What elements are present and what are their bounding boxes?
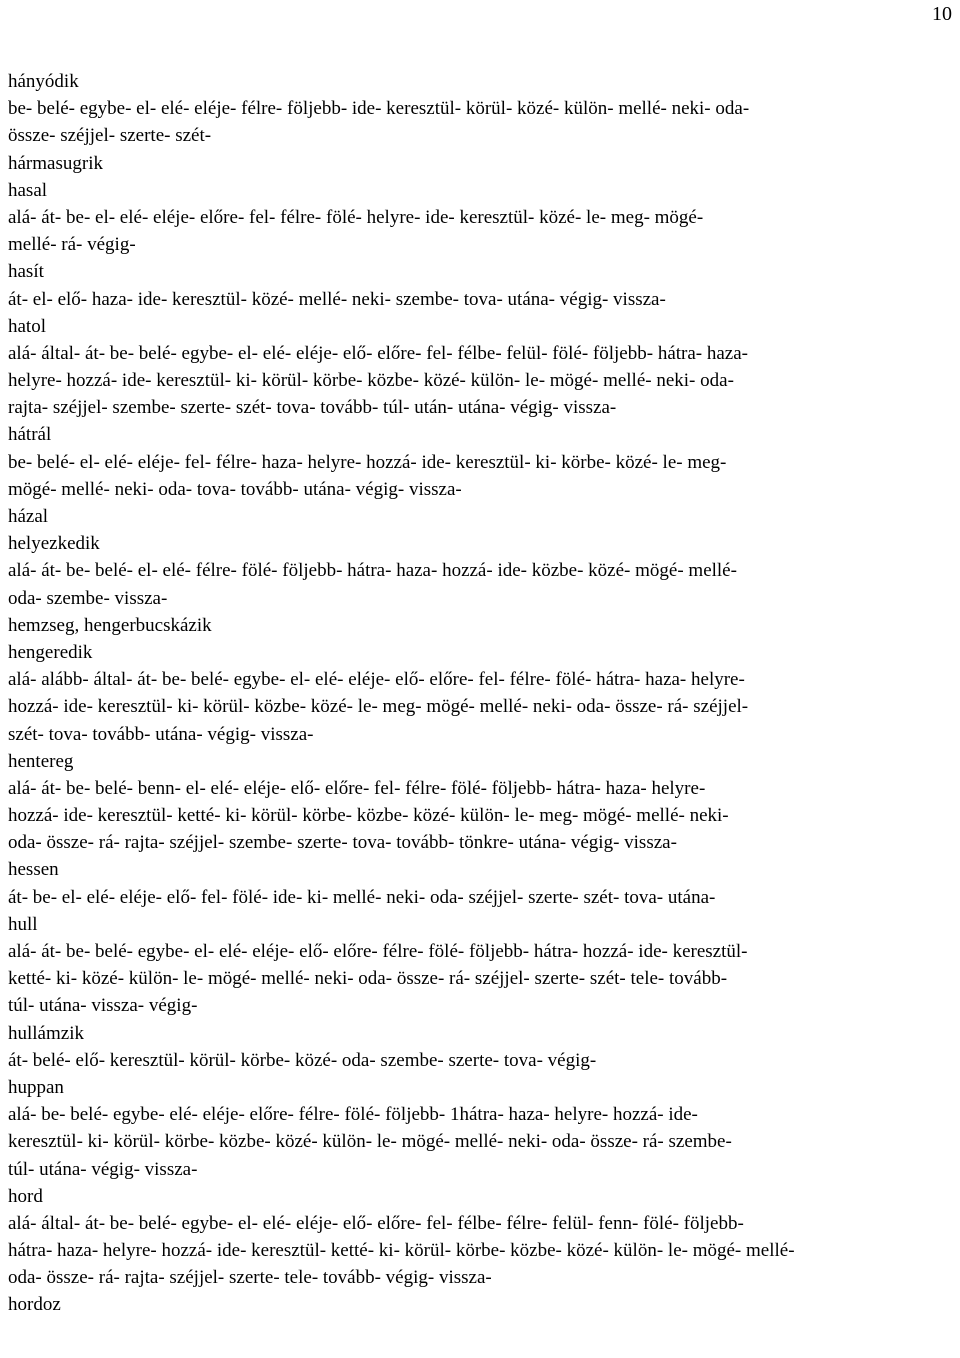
text-line: alá- által- át- be- belé- egybe- el- elé- eléje- elő- előre- fel- félbe- felül- fölé- följebb- hátra- haza- [8,342,748,364]
text-line: hátra- haza- helyre- hozzá- ide- keresztül- ketté- ki- körül- körbe- közbe- közé- külön- le- mögé- mellé- [8,1240,795,1262]
text-line: túl- utána- vissza- végig- [8,995,198,1017]
text-line: helyre- hozzá- ide- keresztül- ki- körül- körbe- közbe- közé- külön- le- mögé- mellé- neki- oda- [8,370,734,392]
text-line: alá- át- be- belé- benn- el- elé- eléje- elő- előre- fel- félre- fölé- följebb- hátra- haza- helyre- [8,777,706,799]
text-line: össze- széjjel- szerte- szét- [8,125,212,147]
text-line: alá- át- be- el- elé- eléje- előre- fel- félre- fölé- helyre- ide- keresztül- közé- le- meg- mögé- [8,206,704,228]
text-line: hányódik [8,71,79,92]
text-line: túl- utána- végig- vissza- [8,1158,198,1180]
text-line: oda- szembe- vissza- [8,587,168,609]
text-line: oda- össze- rá- rajta- széjjel- szerte- tele- tovább- végig- vissza- [8,1267,492,1289]
text-line: mellé- rá- végig- [8,234,136,256]
text-line: oda- össze- rá- rajta- széjjel- szembe- szerte- tova- tovább- tönkre- utána- végig- vissza- [8,832,677,854]
text-line: hemzseg, hengerbucskázik [8,614,212,636]
text-line: keresztül- ki- körül- körbe- közbe- közé- külön- le- mögé- mellé- neki- oda- össze- rá- szembe- [8,1131,732,1153]
document-body [8,68,952,1319]
text-line: hord [8,1185,43,1207]
text-line: hozzá- ide- keresztül- ki- körül- közbe- közé- le- meg- mögé- mellé- neki- oda- össze- rá- széjjel- [8,696,749,718]
text-line: át- be- el- elé- eléje- elő- fel- fölé- ide- ki- mellé- neki- oda- széjjel- szerte- szét- tova- utána- [8,886,716,908]
text-line: helyezkedik [8,533,100,555]
text-line: át- belé- elő- keresztül- körül- körbe- közé- oda- szembe- szerte- tova- végig- [8,1049,597,1071]
text-line: hentereg [8,750,74,772]
text-line: be- belé- el- elé- eléje- fel- félre- haza- helyre- hozzá- ide- keresztül- ki- körbe- közé- le- meg- [8,451,727,473]
text-line: hármasugrik [8,152,103,174]
text-line: ketté- ki- közé- külön- le- mögé- mellé- neki- oda- össze- rá- széjjel- szerte- szét- tele- tovább- [8,968,728,990]
text-line: huppan [8,1076,64,1098]
text-line: mögé- mellé- neki- oda- tova- tovább- utána- végig- vissza- [8,478,462,500]
text-line: hatol [8,315,46,337]
text-line: hasít [8,261,44,283]
text-line: hengeredik [8,641,93,663]
text-line: alá- be- belé- egybe- elé- eléje- előre- félre- fölé- följebb- 1hátra- haza- helyre- hozzá- ide- [8,1104,698,1126]
text-line: hozzá- ide- keresztül- ketté- ki- körül- körbe- közbe- közé- külön- le- meg- mögé- mellé- neki- [8,805,729,827]
text-line: hullámzik [8,1022,84,1044]
text-line: hessen [8,859,59,881]
text-line: hátrál [8,424,52,446]
text-line: alá- át- be- belé- egybe- el- elé- eléje- elő- előre- félre- fölé- följebb- hátra- hozzá- ide- keresztül- [8,941,748,962]
text-line: alá- át- be- belé- el- elé- félre- fölé- följebb- hátra- haza- hozzá- ide- közbe- közé- mögé- mellé- [8,560,737,582]
text-line: hasal [8,179,48,201]
page-number: 10 [932,3,952,25]
text-line: alá- alább- által- át- be- belé- egybe- el- elé- eléje- elő- előre- fel- félre- fölé- hátra- haza- helyre- [8,669,745,691]
text-line: hull [8,913,38,935]
text-line: be- belé- egybe- el- elé- eléje- félre- följebb- ide- keresztül- körül- közé- külön- mellé- neki- oda- [8,98,750,120]
text-line: alá- által- át- be- belé- egybe- el- elé- eléje- elő- előre- fel- félbe- félre- felül- fenn- fölé- följebb- [8,1212,744,1234]
text-line: házal [8,506,49,527]
text-line: át- el- elő- haza- ide- keresztül- közé- mellé- neki- szembe- tova- utána- végig- vissza- [8,288,666,310]
text-line: hordoz [8,1294,61,1316]
text-line: rajta- széjjel- szembe- szerte- szét- tova- tovább- túl- után- utána- végig- vissza- [8,397,617,419]
text-line: szét- tova- tovább- utána- végig- vissza- [8,723,314,745]
